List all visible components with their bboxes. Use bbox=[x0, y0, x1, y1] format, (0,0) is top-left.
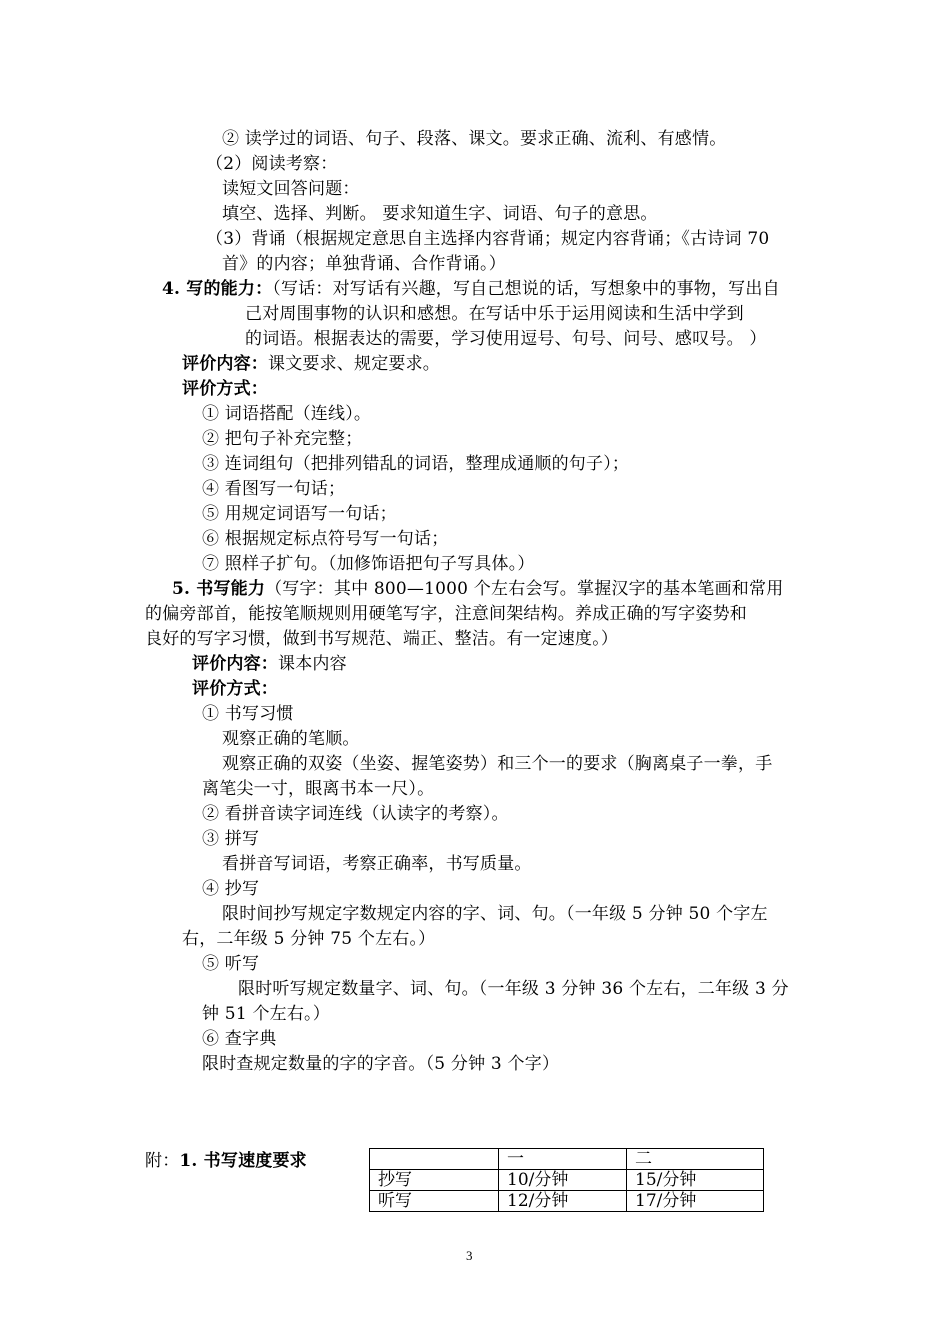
handwriting-m4-line1: 限时间抄写规定字数规定内容的字、词、句。（一年级 5 分钟 50 个字左 bbox=[222, 904, 768, 924]
writing-method-4: ④ 看图写一句话； bbox=[202, 479, 346, 499]
handwriting-m1-line1: 观察正确的笔顺。 bbox=[222, 729, 360, 749]
writing-heading-line bbox=[162, 278, 780, 300]
reading-sub3-line2: 首》的内容；单独背诵、合作背诵。） bbox=[222, 254, 506, 274]
writing-speed-table bbox=[369, 1148, 764, 1212]
handwriting-m3-title: ③ 拼写 bbox=[202, 829, 260, 849]
table-row bbox=[370, 1191, 764, 1212]
handwriting-m1-line3: 离笔尖一寸，眼离书本一尺）。 bbox=[202, 779, 435, 799]
table-cell: 17/分钟 bbox=[627, 1191, 764, 1212]
reading-sub2-line2: 填空、选择、判断。 要求知道生字、词语、句子的意思。 bbox=[222, 204, 658, 224]
handwriting-m6-line1: 限时查规定数量的字的字音。（5 分钟 3 个字） bbox=[202, 1054, 560, 1074]
table-header-cell: 一 bbox=[499, 1149, 627, 1170]
appendix-label bbox=[145, 1150, 307, 1172]
handwriting-m5-line1: 限时听写规定数量字、词、句。（一年级 3 分钟 36 个左右，二年级 3 分 bbox=[238, 979, 789, 999]
handwriting-m2: ② 看拼音读字词连线（认读字的考察）。 bbox=[202, 804, 509, 824]
table-cell: 抄写 bbox=[370, 1170, 499, 1191]
handwriting-content-label: 评价内容： bbox=[192, 654, 278, 674]
handwriting-m1-title: ① 书写习惯 bbox=[202, 704, 294, 724]
table-cell: 12/分钟 bbox=[499, 1191, 627, 1212]
table-header-cell bbox=[370, 1149, 499, 1170]
handwriting-m3-line1: 看拼音写词语，考察正确率，书写质量。 bbox=[222, 854, 532, 874]
writing-method-5: ⑤ 用规定词语写一句话； bbox=[202, 504, 397, 524]
table-cell: 10/分钟 bbox=[499, 1170, 627, 1191]
page-number: 3 bbox=[466, 1248, 473, 1263]
writing-desc-1: （写话：对写话有兴趣，写自己想说的话，写想象中的事物，写出自 bbox=[272, 279, 780, 299]
writing-content-text: 课文要求、规定要求。 bbox=[268, 354, 440, 374]
writing-desc-3: 的词语。根据表达的需要，学习使用逗号、句号、问号、感叹号。 ） bbox=[245, 329, 767, 349]
handwriting-content-text: 课本内容 bbox=[278, 654, 347, 674]
handwriting-m5-line2: 钟 51 个左右。） bbox=[202, 1004, 330, 1024]
reading-sub2-title: （2）阅读考察： bbox=[206, 154, 338, 174]
writing-method-label: 评价方式： bbox=[182, 379, 268, 399]
handwriting-desc-2: 的偏旁部首，能按笔顺规则用硬笔写字，注意间架结构。养成正确的写字姿势和 bbox=[145, 604, 747, 624]
handwriting-m4-line2: 右，二年级 5 分钟 75 个左右。） bbox=[182, 929, 436, 949]
appendix-prefix: 附： bbox=[145, 1151, 180, 1171]
handwriting-content-line bbox=[192, 653, 347, 675]
writing-method-2: ② 把句子补充完整； bbox=[202, 429, 363, 449]
handwriting-m5-title: ⑤ 听写 bbox=[202, 954, 260, 974]
writing-desc-2: 己对周围事物的认识和感想。在写话中乐于运用阅读和生活中学到 bbox=[245, 304, 744, 324]
writing-method-3: ③ 连词组句（把排列错乱的词语，整理成通顺的句子）； bbox=[202, 454, 630, 474]
appendix-title: 1. 书写速度要求 bbox=[179, 1151, 307, 1171]
writing-content-label: 评价内容： bbox=[182, 354, 268, 374]
table-cell: 15/分钟 bbox=[627, 1170, 764, 1191]
writing-heading: 4. 写的能力： bbox=[162, 279, 273, 299]
table-cell: 听写 bbox=[370, 1191, 499, 1212]
reading-sub2-line1: 读短文回答问题： bbox=[222, 179, 360, 199]
handwriting-method-label: 评价方式： bbox=[192, 679, 278, 699]
handwriting-heading: 5. 书写能力 bbox=[172, 579, 266, 599]
writing-method-1: ① 词语搭配（连线）。 bbox=[202, 404, 372, 424]
handwriting-desc-3: 良好的写字习惯，做到书写规范、端正、整洁。有一定速度。） bbox=[145, 629, 619, 649]
reading-item-2: ② 读学过的词语、句子、段落、课文。要求正确、流利、有感情。 bbox=[222, 129, 727, 149]
handwriting-m1-line2: 观察正确的双姿（坐姿、握笔姿势）和三个一的要求（胸离桌子一拳，手 bbox=[222, 754, 773, 774]
handwriting-desc-1: （写字：其中 800—1000 个左右会写。掌握汉字的基本笔画和常用 bbox=[265, 579, 784, 599]
table-header-cell: 二 bbox=[627, 1149, 764, 1170]
handwriting-heading-line bbox=[172, 578, 783, 600]
table-row bbox=[370, 1170, 764, 1191]
reading-sub3-line1: （3）背诵（根据规定意思自主选择内容背诵；规定内容背诵；《古诗词 70 bbox=[206, 229, 770, 249]
writing-method-7: ⑦ 照样子扩句。（加修饰语把句子写具体。） bbox=[202, 554, 535, 574]
writing-method-6: ⑥ 根据规定标点符号写一句话； bbox=[202, 529, 449, 549]
handwriting-m6-title: ⑥ 查字典 bbox=[202, 1029, 277, 1049]
writing-content-line bbox=[182, 353, 440, 375]
table-header-row bbox=[370, 1149, 764, 1170]
handwriting-m4-title: ④ 抄写 bbox=[202, 879, 260, 899]
